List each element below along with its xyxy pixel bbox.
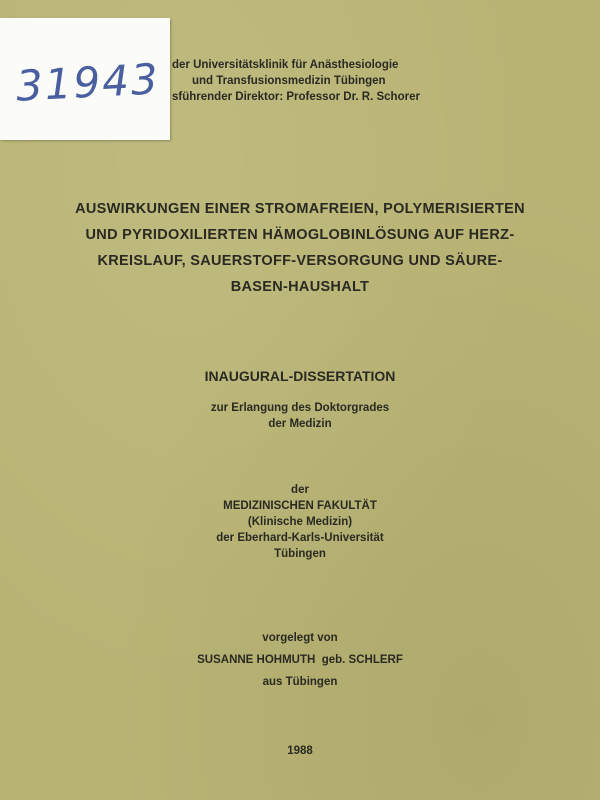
dissertation-heading: INAUGURAL-DISSERTATION	[204, 368, 396, 384]
library-sticker	[0, 18, 170, 140]
publication-year: 1988	[287, 745, 313, 757]
faculty-line-3: (Klinische Medizin)	[247, 516, 353, 528]
handwritten-catalog-number: 31943	[14, 54, 161, 111]
faculty-line-2: MEDIZINISCHEN FAKULTÄT	[223, 500, 377, 512]
title-line-2: UND PYRIDOXILIERTEN HÄMOGLOBINLÖSUNG AUF HERZ-	[85, 227, 515, 243]
dissertation-title	[20, 196, 580, 300]
institution-header	[172, 57, 420, 105]
purpose-line-2: der Medizin	[268, 418, 332, 430]
title-line-4: BASEN-HAUSHALT	[230, 279, 370, 295]
header-line-3: sführender Direktor: Professor Dr. R. Schorer	[172, 91, 420, 103]
title-line-1: AUSWIRKUNGEN EINER STROMAFREIEN, POLYMERISIERTEN	[75, 201, 525, 217]
purpose-line-1: zur Erlangung des Doktorgrades	[210, 402, 390, 414]
header-line-2: und Transfusionsmedizin Tübingen	[192, 75, 386, 87]
title-line-3: KREISLAUF, SAUERSTOFF-VERSORGUNG UND SÄURE-	[97, 253, 503, 269]
faculty-block	[0, 482, 600, 562]
author-origin: aus Tübingen	[262, 676, 338, 688]
presented-by: vorgelegt von	[262, 632, 338, 644]
faculty-line-1: der	[291, 484, 309, 496]
author-name: SUSANNE HOHMUTH geb. SCHLERF	[197, 654, 403, 666]
author-block	[0, 627, 600, 693]
header-line-1: der Universitätsklinik für Anästhesiologie	[172, 59, 399, 71]
degree-purpose	[0, 400, 600, 432]
faculty-line-4: der Eberhard-Karls-Universität	[216, 532, 384, 544]
faculty-line-5: Tübingen	[274, 548, 326, 560]
